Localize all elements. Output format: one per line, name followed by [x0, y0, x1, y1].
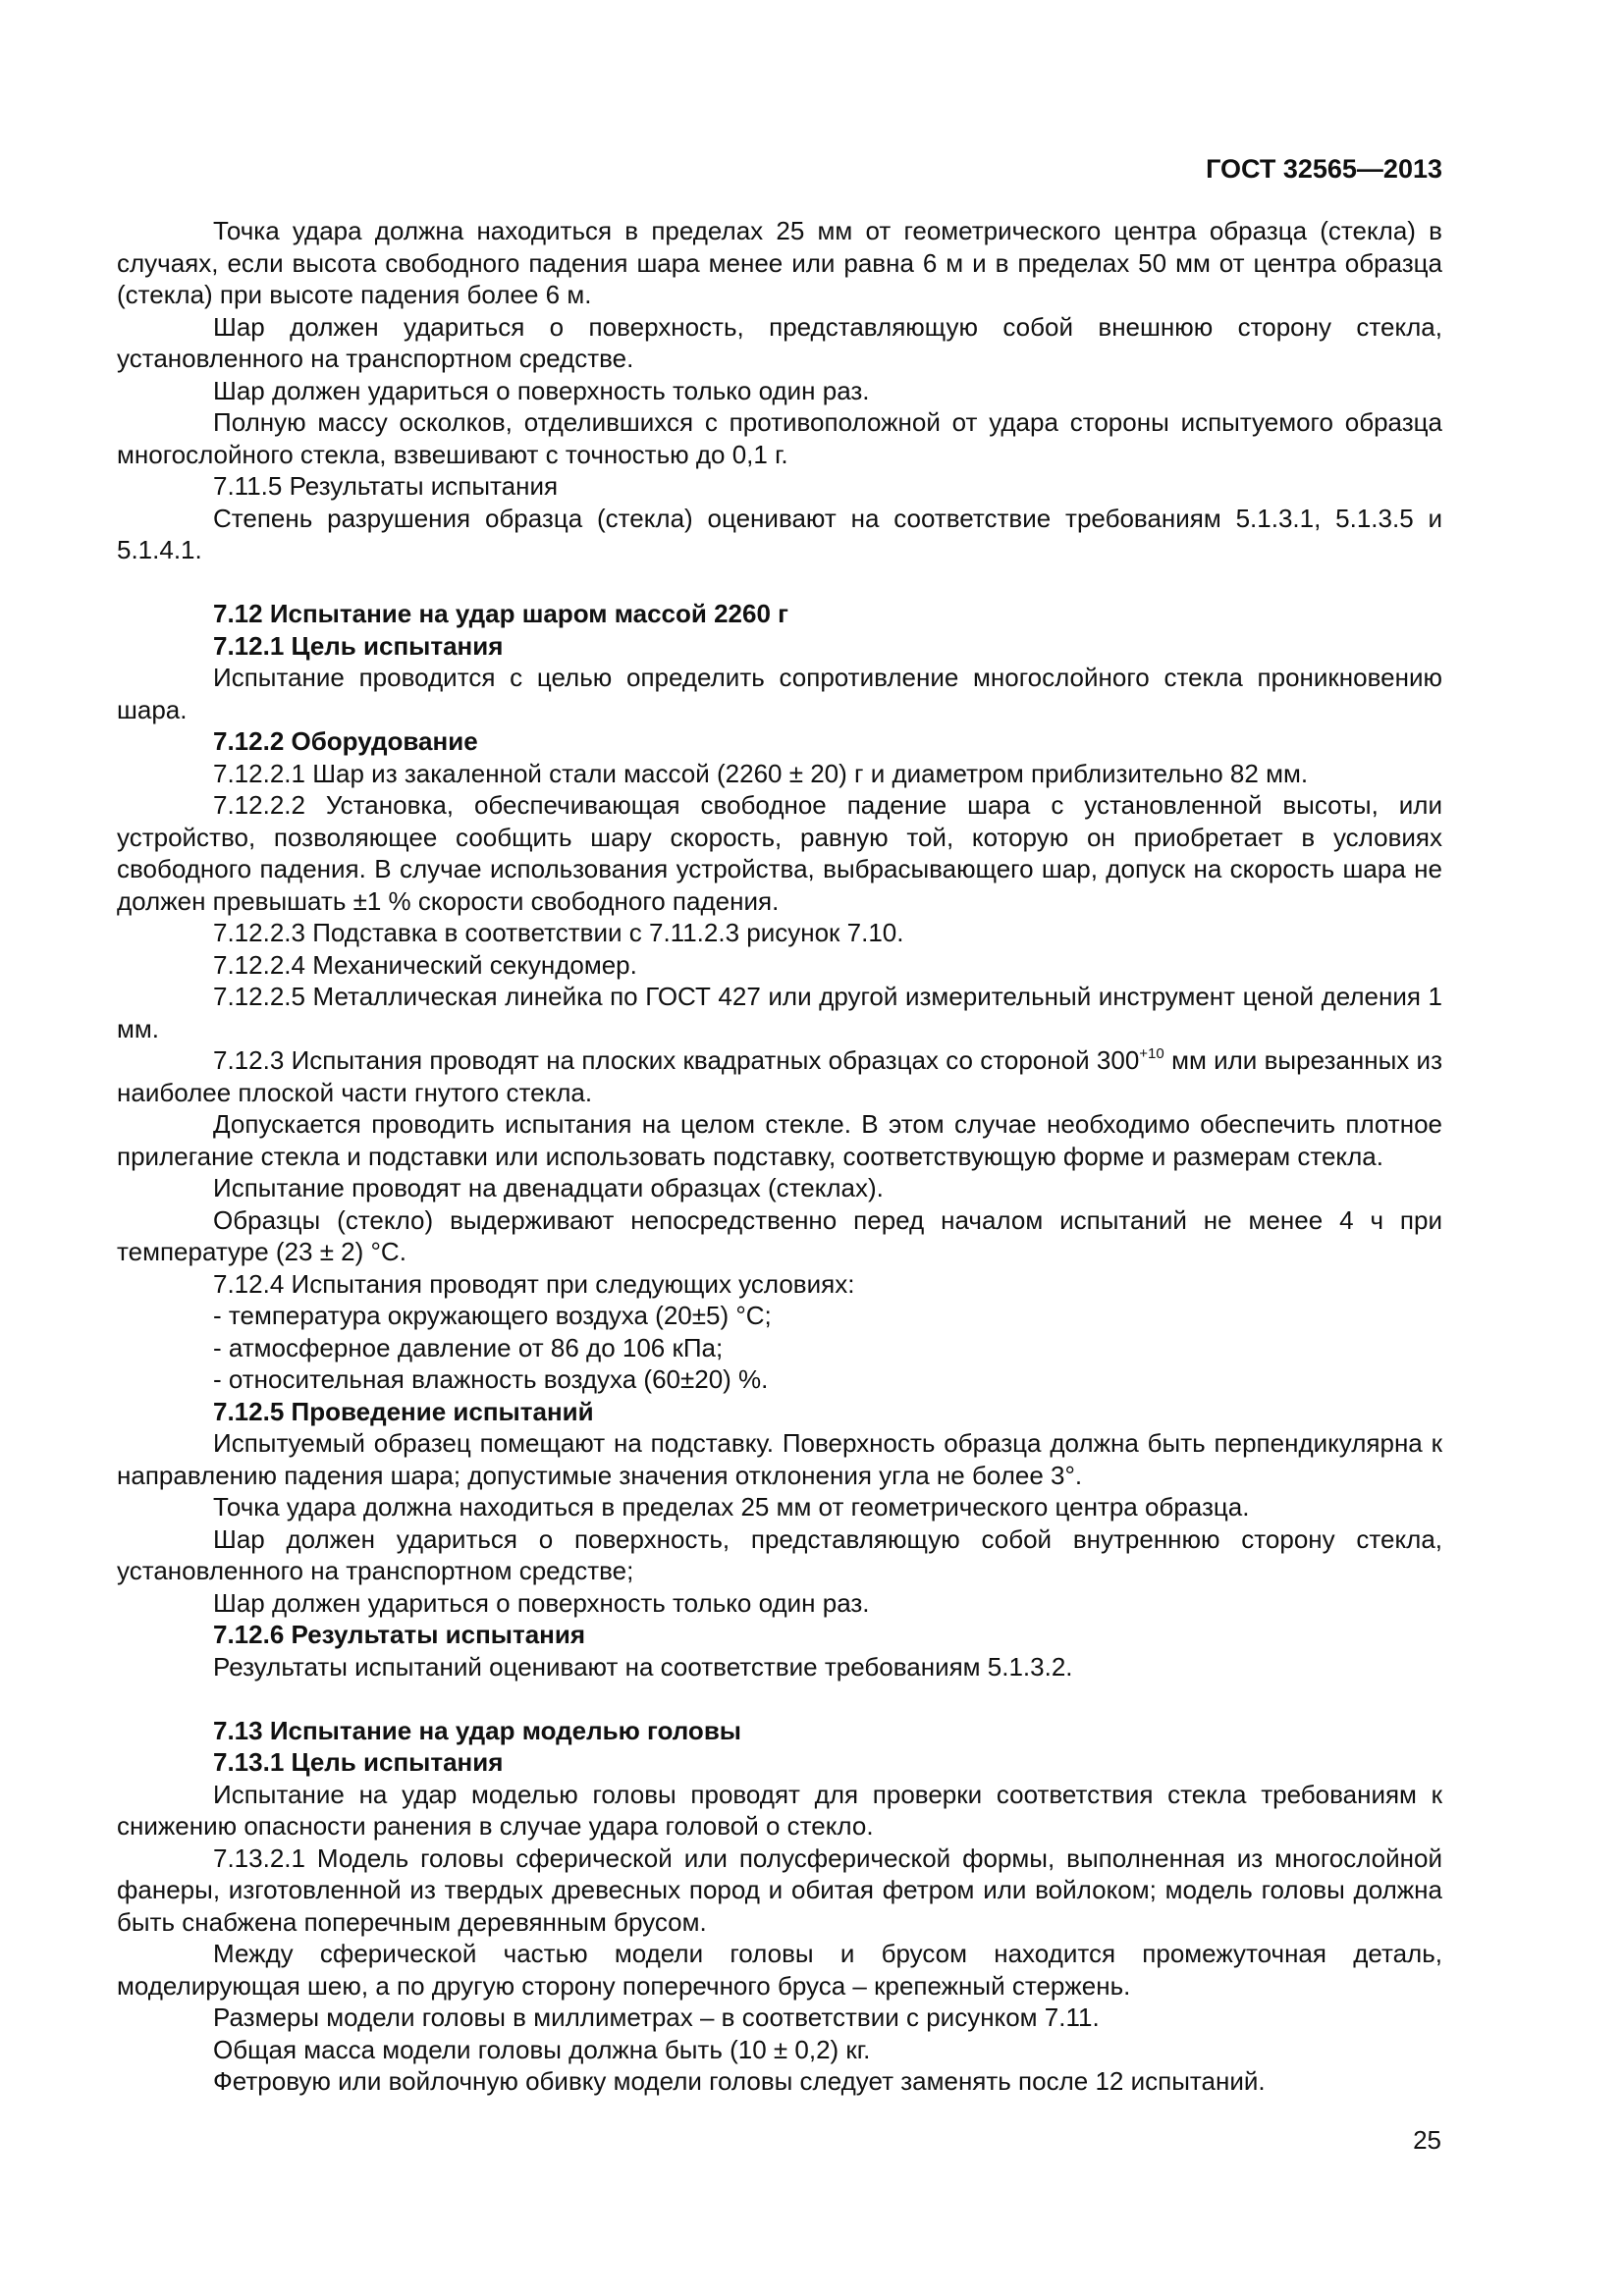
paragraph: Шар должен удариться о поверхность, представляющую собой внутреннюю сторону стекла, установленного на транспортном средстве;: [117, 1523, 1442, 1585]
paragraph: Результаты испытаний оценивают на соответствие требованиям 5.1.3.2.: [213, 1651, 1073, 1682]
document-body: [117, 215, 1442, 2098]
paragraph: Шар должен удариться о поверхность, представляющую собой внешнюю сторону стекла, установленного на транспортном средстве.: [117, 311, 1442, 373]
paragraph-part: мм или вырезанных из наиболее плоской части гнутого стекла.: [117, 1045, 1442, 1107]
paragraph: Образцы (стекло) выдерживают непосредственно перед началом испытаний не менее 4 ч при температуре (23 ± 2) °С.: [117, 1204, 1442, 1266]
subsection-heading: 7.12.1 Цель испытания: [213, 630, 504, 661]
section-heading: 7.13 Испытание на удар моделью головы: [213, 1715, 742, 1745]
list-item: - атмосферное давление от 86 до 106 кПа;: [213, 1332, 724, 1362]
paragraph: 7.12.2.5 Металлическая линейка по ГОСТ 427 или другой измерительный инструмент ценой деления 1 мм.: [117, 982, 1442, 1043]
paragraph: 7.13.2.1 Модель головы сферической или полусферической формы, выполненная из многослойной фанеры, изготовленной из твердых древесных пород и обитая фетром или войлоком; модель головы должна быть снабжена поперечным деревянным брусом.: [117, 1842, 1442, 1937]
paragraph: Фетровую или войлочную обивку модели головы следует заменять после 12 испытаний.: [213, 2066, 1266, 2096]
tolerance-superscript: +10: [1139, 1045, 1164, 1062]
paragraph: Испытание проводится с целью определить сопротивление многослойного стекла проникновению шара.: [117, 663, 1442, 724]
paragraph-part: 7.12.3 Испытания проводят на плоских квадратных образцах со стороной 300: [213, 1045, 1140, 1075]
paragraph: Шар должен удариться о поверхность только один раз.: [213, 1587, 870, 1618]
list-item: - относительная влажность воздуха (60±20) %.: [213, 1364, 769, 1394]
paragraph: Полную массу осколков, отделившихся с противоположной от удара стороны испытуемого образца многослойного стекла, взвешивают с точностью до 0,1 г.: [117, 407, 1442, 469]
paragraph: Точка удара должна находиться в пределах 25 мм от геометрического центра образца (стекла) в случаях, если высота свободного падения шара менее или равна 6 м и в пределах 50 мм от центра образца (стекла) при высоте падения более 6 м.: [117, 216, 1442, 309]
paragraph: Общая масса модели головы должна быть (10 ± 0,2) кг.: [213, 2034, 871, 2064]
paragraph: Размеры модели головы в миллиметрах – в соответствии с рисунком 7.11.: [213, 2002, 1100, 2032]
document-header: ГОСТ 32565—2013: [1206, 154, 1442, 184]
paragraph: Точка удара должна находиться в пределах 25 мм от геометрического центра образца.: [213, 1492, 1250, 1522]
paragraph: Испытуемый образец помещают на подставку. Поверхность образца должна быть перпендикулярна к направлению падения шара; допустимые значения отклонения угла не более 3°.: [117, 1428, 1442, 1490]
section-heading: 7.12 Испытание на удар шаром массой 2260 г: [213, 599, 788, 628]
subsection-title: 7.11.5 Результаты испытания: [213, 471, 559, 501]
subsection-heading: 7.12.6 Результаты испытания: [213, 1620, 586, 1649]
paragraph-with-tolerance: [117, 1044, 1442, 1108]
paragraph: Между сферической частью модели головы и брусом находится промежуточная деталь, моделирующая шею, а по другую сторону поперечного бруса – крепежный стержень.: [117, 1939, 1442, 2001]
paragraph: Допускается проводить испытания на целом стекле. В этом случае необходимо обеспечить плотное прилегание стекла и подставки или использовать подставку, соответствующую форме и размерам стекла.: [117, 1109, 1442, 1171]
paragraph: Испытание на удар моделью головы проводят для проверки соответствия стекла требованиям к снижению опасности ранения в случае удара головой о стекло.: [117, 1779, 1442, 1841]
paragraph: 7.12.2.1 Шар из закаленной стали массой (2260 ± 20) г и диаметром приблизительно 82 мм.: [213, 758, 1309, 788]
page-number: 25: [1413, 2125, 1441, 2155]
paragraph: Степень разрушения образца (стекла) оценивают на соответствие требованиям 5.1.3.1, 5.1.3.5 и 5.1.4.1.: [117, 503, 1442, 564]
paragraph: Испытание проводят на двенадцати образцах (стеклах).: [213, 1173, 884, 1202]
paragraph: 7.12.4 Испытания проводят при следующих условиях:: [213, 1268, 855, 1299]
spacer: [117, 566, 1442, 599]
subsection-heading: 7.13.1 Цель испытания: [213, 1747, 504, 1777]
paragraph: Шар должен удариться о поверхность только один раз.: [213, 375, 870, 405]
subsection-heading: 7.12.2 Оборудование: [213, 726, 478, 756]
list-item: - температура окружающего воздуха (20±5) °С;: [213, 1301, 772, 1330]
subsection-heading: 7.12.5 Проведение испытаний: [213, 1396, 594, 1426]
paragraph: 7.12.2.2 Установка, обеспечивающая свободное падение шара с установленной высоты, или устройство, позволяющее сообщить шару скорость, равную той, которую он приобретает в условиях свободного падения. В случае использования устройства, выбрасывающего шар, допуск на скорость шара не должен превышать ±1 % скорости свободного падения.: [117, 790, 1442, 916]
paragraph: 7.12.2.4 Механический секундомер.: [213, 949, 637, 980]
paragraph: 7.12.2.3 Подставка в соответствии с 7.11.2.3 рисунок 7.10.: [213, 918, 904, 947]
spacer: [117, 1682, 1442, 1715]
